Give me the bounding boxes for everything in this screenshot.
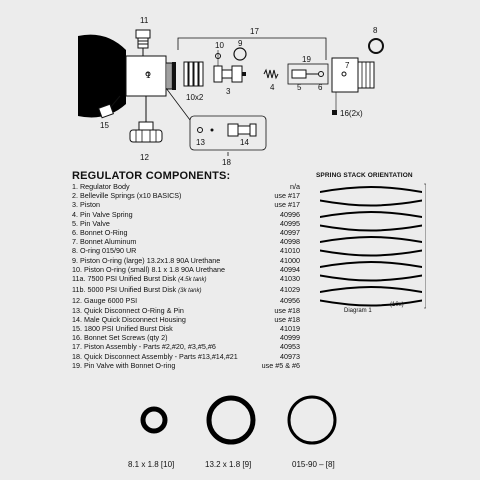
spring-diagram-label: Diagram 1 — [344, 308, 372, 314]
callout-10: 10 — [215, 41, 224, 50]
component-part-number: 40998 — [280, 237, 300, 247]
callout-12: 12 — [140, 153, 149, 162]
spring-stack-diagram — [316, 180, 426, 320]
exploded-regulator-diagram — [0, 0, 480, 170]
component-name: 10. Piston O-ring (small) 8.1 x 1.8 90A Urethane — [72, 264, 226, 274]
oring-label-small: 8.1 x 1.8 [10] — [128, 460, 175, 469]
component-label — [72, 219, 110, 228]
belleville-washer — [320, 211, 422, 218]
callout-11: 11 — [140, 16, 149, 25]
belleville-washer — [320, 275, 422, 282]
belleville-washer — [320, 261, 422, 268]
component-part-number: 41010 — [280, 246, 300, 256]
component-row — [72, 200, 300, 209]
piston-3-shape — [214, 66, 246, 82]
component-label — [72, 191, 181, 200]
component-row — [72, 191, 300, 200]
callout-3: 3 — [226, 87, 231, 96]
component-label — [72, 246, 136, 255]
callout-14: 14 — [240, 138, 249, 147]
component-row — [72, 285, 300, 296]
component-part-number: 41019 — [280, 324, 300, 334]
component-part-number: use #18 — [274, 314, 300, 324]
component-name: 15. 1800 PSI Unified Burst Disk — [72, 324, 173, 334]
belleville-washer — [320, 236, 422, 243]
component-label — [72, 324, 173, 333]
oring-9-shape — [234, 48, 246, 60]
oring-label-large: 015-90 – [8] — [292, 460, 335, 469]
callout-9: 9 — [238, 39, 243, 48]
component-part-number: use #17 — [274, 200, 300, 210]
component-part-number: 40994 — [280, 264, 300, 274]
callout-8: 8 — [373, 26, 378, 35]
tank-dome-shape — [78, 35, 126, 118]
component-row — [72, 352, 300, 361]
component-part-number: 40996 — [280, 209, 300, 219]
callout-18: 18 — [222, 158, 231, 167]
component-name: 7. Bonnet Aluminum — [72, 237, 137, 247]
component-note: (4.5k tank) — [178, 277, 207, 284]
regulator-body-shape — [126, 56, 176, 96]
component-row — [72, 315, 300, 324]
component-name: 11a. 7500 PSI Unified Burst Disk — [72, 274, 177, 284]
spring-stack-quantity: (10x) — [390, 302, 404, 308]
belleville-washer — [320, 225, 422, 232]
callout-19: 19 — [302, 55, 311, 64]
belleville-washer — [320, 186, 422, 193]
component-label — [72, 228, 128, 237]
component-part-number: 41029 — [280, 285, 300, 295]
component-name: 6. Bonnet O-Ring — [72, 228, 128, 238]
component-row — [72, 246, 300, 255]
component-part-number: 40999 — [280, 333, 300, 343]
bonnet-7-shape — [332, 58, 374, 92]
component-row — [72, 274, 300, 285]
component-label — [72, 274, 207, 285]
component-part-number: 40997 — [280, 228, 300, 238]
component-part-number: 41030 — [280, 274, 300, 284]
gauge-12-shape — [130, 96, 162, 142]
component-name: 9. Piston O-ring (large) 13.2x1.8 90A Urethane — [72, 255, 221, 265]
components-title: REGULATOR COMPONENTS: — [72, 170, 231, 182]
oring-size-illustrations — [0, 390, 480, 450]
set-screw-16-shape — [332, 110, 337, 115]
component-label — [72, 182, 130, 191]
oring-large-shape — [289, 397, 335, 443]
oring-small-shape — [143, 409, 165, 431]
component-label — [72, 256, 220, 265]
component-part-number: use #17 — [274, 191, 300, 201]
callout-16: 16(2x) — [340, 109, 363, 118]
callout-13: 13 — [196, 138, 205, 147]
pin-valve-5-shape — [292, 70, 324, 78]
callout-5: 5 — [297, 83, 302, 92]
component-name: 8. O-ring 015/90 UR — [72, 246, 137, 256]
belleville-washer — [320, 286, 422, 293]
component-label — [72, 237, 136, 246]
callout-7: 7 — [345, 61, 350, 70]
component-name: 2. Belleville Springs (x10 BASICS) — [72, 191, 182, 201]
component-row — [72, 228, 300, 237]
spring-stack-bracket — [424, 184, 426, 308]
component-row — [72, 324, 300, 333]
component-part-number: 41000 — [280, 255, 300, 265]
belleville-springs-shape — [184, 62, 203, 86]
component-row — [72, 333, 300, 342]
component-row — [72, 182, 300, 191]
component-name: 3. Piston — [72, 200, 100, 210]
component-label — [72, 361, 175, 370]
callout-17: 17 — [250, 27, 259, 36]
oring-medium-shape — [209, 398, 253, 442]
component-row — [72, 237, 300, 246]
component-label — [72, 306, 184, 315]
callout-6: 6 — [318, 83, 323, 92]
spring-stack-title: SPRING STACK ORIENTATION — [316, 172, 413, 179]
component-name: 13. Quick Disconnect O-Ring & Pin — [72, 305, 184, 315]
component-row — [72, 256, 300, 265]
component-row — [72, 306, 300, 315]
component-name: 1. Regulator Body — [72, 182, 130, 191]
component-label — [72, 200, 100, 209]
component-name: 4. Pin Valve Spring — [72, 209, 133, 219]
component-label — [72, 333, 167, 342]
component-note: (3k tank) — [178, 288, 202, 295]
quick-disconnect-18-shape — [166, 88, 266, 156]
pin-valve-spring-4-shape — [264, 70, 278, 78]
oring-8-shape — [369, 39, 383, 53]
component-row — [72, 265, 300, 274]
belleville-washer — [320, 300, 422, 307]
component-part-number: 40995 — [280, 218, 300, 228]
oring-label-medium: 13.2 x 1.8 [9] — [205, 460, 252, 469]
component-label — [72, 315, 186, 324]
component-part-number: 40956 — [280, 296, 300, 306]
component-name: 12. Gauge 6000 PSI — [72, 296, 138, 306]
component-row — [72, 361, 300, 370]
belleville-washer — [320, 200, 422, 207]
callout-10x2: 10x2 — [186, 93, 204, 102]
belleville-washer — [320, 250, 422, 257]
callout-15: 15 — [100, 121, 109, 130]
callout-1: 1 — [146, 71, 151, 80]
component-row — [72, 219, 300, 228]
component-part-number: use #5 & #6 — [261, 360, 300, 370]
component-label — [72, 265, 225, 274]
components-list — [72, 182, 300, 370]
component-label — [72, 285, 201, 296]
component-name: 18. Quick Disconnect Assembly - Parts #13,#14,#21 — [72, 351, 238, 361]
component-name: 16. Bonnet Set Screws (qty 2) — [72, 333, 168, 343]
component-part-number: use #18 — [274, 305, 300, 315]
oring-10-shape — [216, 50, 221, 66]
component-label — [72, 210, 133, 219]
component-name: 17. Piston Assembly - Parts #2,#20, #3,#5,#6 — [72, 342, 216, 352]
component-part-number: 40953 — [280, 342, 300, 352]
component-part-number: 40973 — [280, 351, 300, 361]
component-name: 11b. 5000 PSI Unified Burst Disk — [72, 285, 177, 295]
component-label — [72, 342, 216, 351]
component-label — [72, 296, 137, 305]
component-name: 19. Pin Valve with Bonnet O-ring — [72, 360, 176, 370]
component-row — [72, 210, 300, 219]
component-name: 5. Pin Valve — [72, 218, 110, 228]
component-label — [72, 352, 238, 361]
component-name: 14. Male Quick Disconnect Housing — [72, 314, 186, 324]
callout-4: 4 — [270, 83, 275, 92]
burst-disk-11-shape — [136, 30, 150, 56]
component-part-number: n/a — [290, 182, 300, 191]
component-row — [72, 342, 300, 351]
component-row — [72, 296, 300, 305]
